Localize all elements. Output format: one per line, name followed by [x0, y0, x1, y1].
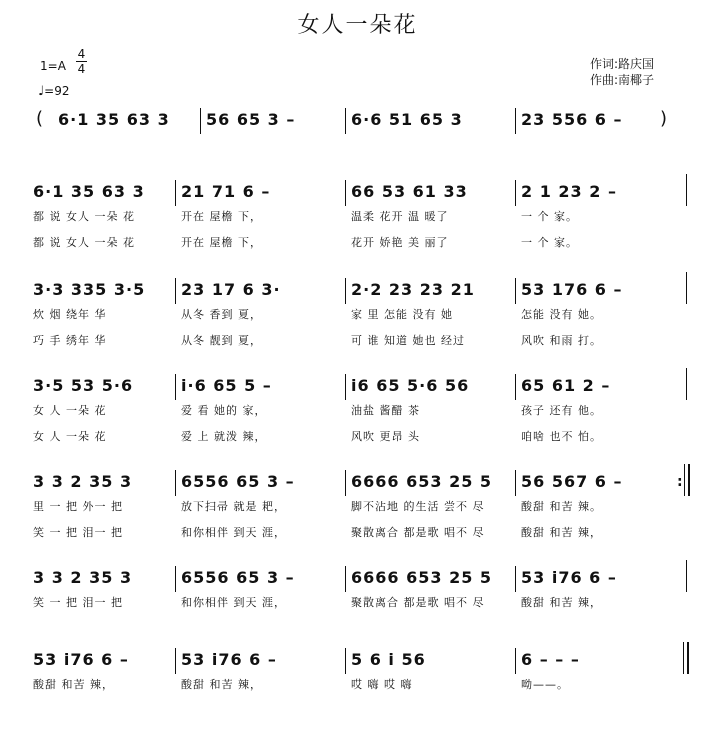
score-row: [0, 470, 715, 550]
measure: 53 i76 6 –: [521, 568, 617, 587]
time-signature-top: 4: [77, 47, 86, 61]
bar-line: [345, 180, 346, 206]
bar-line: [686, 560, 687, 592]
bar-line: [175, 566, 176, 592]
bar-line: [175, 374, 176, 400]
bar-line: [345, 566, 346, 592]
measure: 6·1 35 63 3: [33, 182, 145, 201]
lyric-verse-1: 一 个 家。: [521, 210, 578, 223]
lyric-verse-1: 脚不沾地 的生活 尝不 尽: [351, 500, 485, 513]
lyric-verse-2: 风吹 更昂 头: [351, 430, 420, 443]
lyric-verse-2: 花开 娇艳 美 丽了: [351, 236, 449, 249]
lyric-verse-1: 酸甜 和苦 辣，: [181, 678, 262, 691]
lyric-verse-1: 聚散离合 都是歌 唱不 尽: [351, 596, 485, 609]
time-signature: [76, 48, 87, 75]
measure: 53 i76 6 –: [181, 650, 277, 669]
lyric-verse-1: 爱 看 她的 家，: [181, 404, 267, 417]
lyric-verse-2: 和你相伴 到天 涯，: [181, 526, 286, 539]
measure: 56 567 6 –: [521, 472, 623, 491]
measure: 6666 653 25 5: [351, 472, 493, 491]
quarter-note-icon: ♩: [38, 84, 45, 99]
tempo-marking: [38, 84, 69, 99]
measure: 3 3 2 35 3: [33, 568, 133, 587]
measure: 3·3 335 3·5: [33, 280, 146, 299]
bar-line: [515, 470, 516, 496]
bar-line: [200, 108, 201, 134]
repeat-bar-thick: [688, 464, 690, 496]
bar-line: [345, 648, 346, 674]
bar-line: [515, 108, 516, 134]
lyric-verse-1: 酸甜 和苦 辣。: [521, 500, 602, 513]
close-paren: ): [660, 108, 668, 129]
bar-line: [345, 470, 346, 496]
lyric-verse-1: 和你相伴 到天 涯，: [181, 596, 286, 609]
measure: 23 17 6 3·: [181, 280, 281, 299]
lyric-verse-1: 怎能 没有 她。: [521, 308, 602, 321]
measure: i·6 65 5 –: [181, 376, 272, 395]
measure: 6·1 35 63 3: [58, 110, 170, 129]
bar-line: [345, 278, 346, 304]
key-signature: 1=A: [40, 59, 66, 73]
score-row: [0, 648, 715, 728]
measure: 2 1 23 2 –: [521, 182, 617, 201]
repeat-dots: :: [677, 474, 684, 490]
measure: 6·6 51 65 3: [351, 110, 463, 129]
bar-line: [175, 648, 176, 674]
measure: 6 – – –: [521, 650, 580, 669]
measure: 56 65 3 –: [206, 110, 296, 129]
lyric-verse-2: 巧 手 绣年 华: [33, 334, 107, 347]
bar-line: [515, 374, 516, 400]
measure: 23 556 6 –: [521, 110, 623, 129]
composer-credit: 作曲:南椰子: [590, 73, 655, 87]
lyric-verse-2: 开在 屋檐 下，: [181, 236, 262, 249]
measure: 2·2 23 23 21: [351, 280, 475, 299]
measure: 3·5 53 5·6: [33, 376, 134, 395]
bar-line: [175, 278, 176, 304]
lyric-verse-1: 炊 烟 绕年 华: [33, 308, 107, 321]
score-row-intro: [0, 108, 715, 188]
measure: 53 i76 6 –: [33, 650, 129, 669]
score-row: [0, 566, 715, 646]
lyric-verse-2: 可 谁 知道 她也 经过: [351, 334, 465, 347]
measure: 65 61 2 –: [521, 376, 611, 395]
lyric-verse-1: 温柔 花开 温 暖了: [351, 210, 449, 223]
lyric-verse-1: 孩子 还有 他。: [521, 404, 602, 417]
lyric-verse-1: 女 人 一朵 花: [33, 404, 107, 417]
lyric-verse-1: 笑 一 把 泪一 把: [33, 596, 123, 609]
bar-line: [515, 180, 516, 206]
measure: 6666 653 25 5: [351, 568, 493, 587]
measure: 21 71 6 –: [181, 182, 271, 201]
measure: 5 6 i 56: [351, 650, 426, 669]
lyric-verse-1: 酸甜 和苦 辣，: [33, 678, 114, 691]
bar-line: [175, 180, 176, 206]
lyric-verse-1: 哎 嗨 哎 嗨: [351, 678, 413, 691]
score-row: [0, 180, 715, 260]
bar-line: [686, 272, 687, 304]
song-title: 女人一朵花: [297, 13, 418, 38]
score-row: [0, 278, 715, 358]
lyric-verse-2: 女 人 一朵 花: [33, 430, 107, 443]
measure: 6556 65 3 –: [181, 472, 295, 491]
bar-line: [515, 278, 516, 304]
time-signature-bottom: 4: [77, 62, 86, 76]
lyric-verse-1: 都 说 女人 一朵 花: [33, 210, 135, 223]
bar-line: [515, 566, 516, 592]
lyric-verse-2: 一 个 家。: [521, 236, 578, 249]
measure: i6 65 5·6 56: [351, 376, 470, 395]
lyric-verse-1: 开在 屋檐 下，: [181, 210, 262, 223]
measure: 3 3 2 35 3: [33, 472, 133, 491]
lyric-verse-2: 爱 上 就泼 辣，: [181, 430, 267, 443]
repeat-bar-thin: [684, 464, 685, 496]
bar-line: [175, 470, 176, 496]
lyric-verse-2: 笑 一 把 泪一 把: [33, 526, 123, 539]
lyric-verse-2: 聚散离合 都是歌 唱不 尽: [351, 526, 485, 539]
final-bar-thick: [687, 642, 689, 674]
lyric-verse-2: 都 说 女人 一朵 花: [33, 236, 135, 249]
lyric-verse-1: 放下扫帚 就是 耙，: [181, 500, 286, 513]
tempo-value: =92: [44, 84, 70, 98]
measure: 6556 65 3 –: [181, 568, 295, 587]
lyric-verse-1: 酸甜 和苦 辣，: [521, 596, 602, 609]
lyric-verse-2: 从冬 靓到 夏，: [181, 334, 262, 347]
final-bar-thin: [683, 642, 684, 674]
open-paren: (: [36, 108, 44, 129]
lyric-verse-2: 风吹 和雨 打。: [521, 334, 602, 347]
lyric-verse-1: 油盐 酱醋 茶: [351, 404, 420, 417]
bar-line: [345, 108, 346, 134]
measure: 53 176 6 –: [521, 280, 623, 299]
bar-line: [515, 648, 516, 674]
lyric-verse-2: 酸甜 和苦 辣，: [521, 526, 602, 539]
measure: 66 53 61 33: [351, 182, 468, 201]
lyric-verse-1: 家 里 怎能 没有 她: [351, 308, 453, 321]
bar-line: [345, 374, 346, 400]
lyricist-credit: 作词:路庆国: [590, 57, 655, 71]
score-row: [0, 374, 715, 454]
lyric-verse-1: 里 一 把 外一 把: [33, 500, 123, 513]
lyric-verse-1: 从冬 香到 夏，: [181, 308, 262, 321]
lyric-verse-2: 咱啥 也不 怕。: [521, 430, 602, 443]
bar-line: [686, 174, 687, 206]
bar-line: [686, 368, 687, 400]
lyric-verse-1: 呦——。: [521, 678, 569, 691]
